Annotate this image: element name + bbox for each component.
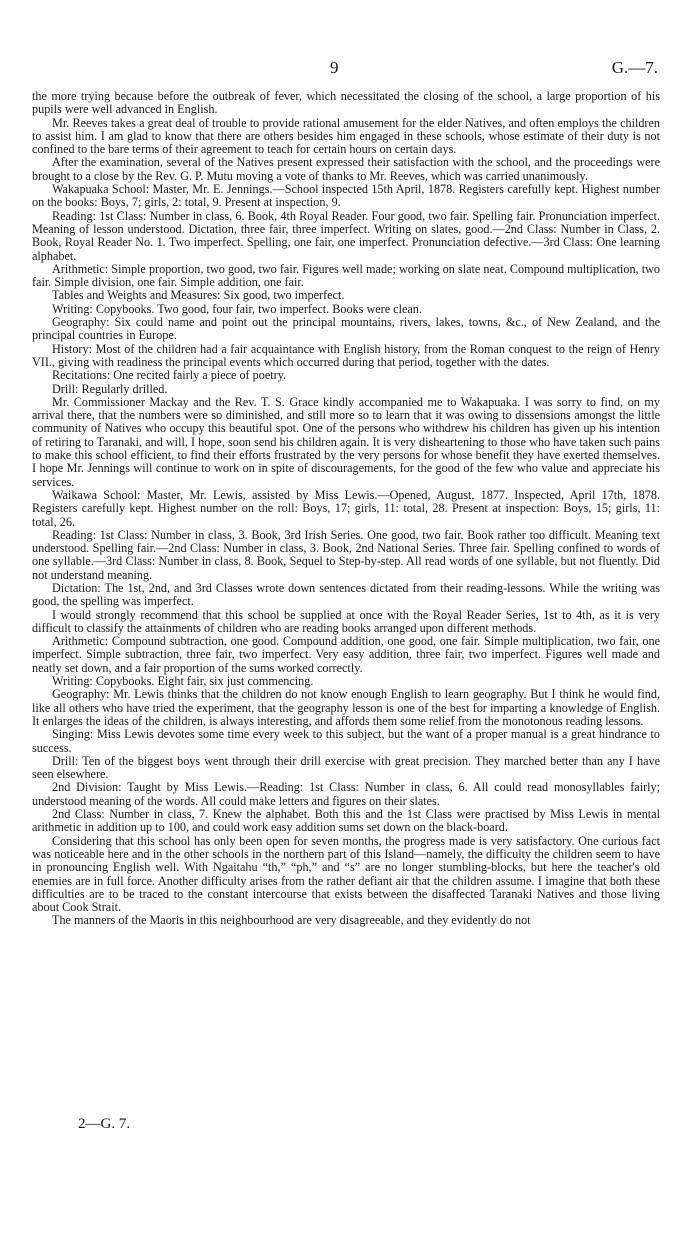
paragraph: After the examination, several of the Natives present expressed their satisfaction with the school, and the proceedings were brought to a close by the Rev. G. P. Mutu moving a vote of thanks to Mr. Reeves, which was carried unanimously. xyxy=(32,155,660,183)
paragraph: Reading: 1st Class: Number in class, 6. Book, 4th Royal Reader. Four good, two fair. Spelling fair. Pronunciation imperfect. Meaning of lesson understood. Dictation, three fair, three imperfect. Writing on slates, good.—2nd Class: Number in Class, 2. Book, Royal Reader No. 1. Two imperfect. Spelling, one fair, one imperfect. Pronunciation defective.—3rd Class: One learning alphabet. xyxy=(32,208,660,263)
paragraph: Geography: Mr. Lewis thinks that the children do not know enough English to learn geography. But I think he would find, like all others who have tried the experiment, that the geography lesson is one of the best for imparting a knowledge of English. It enlarges the ideas of the children, is always interesting, and affords them some relief from the monotonous reading lessons. xyxy=(32,687,660,728)
paragraph: Reading: 1st Class: Number in class, 3. Book, 3rd Irish Series. One good, two fair. Book rather too difficult. Meaning text understood. Spelling fair.—2nd Class: Number in class, 3. Book, 2nd National Series. Three fair. Spelling confined to words of one syllable.—3rd Class: Number in class, 8. Book, Sequel to Step-by-step. All read words of one syllable, but not fluently. Did not understand meaning. xyxy=(32,527,660,582)
page-number: 9 xyxy=(330,58,339,77)
paragraph: Arithmetic: Compound subtraction, one good. Compound addition, one good, one fair. Simple multiplication, two fair, one imperfect. Simple subtraction, three fair, two imperfect. Very easy addition, three fair, two imperfect. Figures well made and neatly set down, and a fair proportion of the sums worked correctly. xyxy=(32,634,660,675)
paragraph: Arithmetic: Simple proportion, two good, two fair. Figures well made; working on slate neat. Compound multiplication, two fair. Simple division, one fair. Simple addition, one fair. xyxy=(32,261,660,290)
paragraph: Recitations: One recited fairly a piece of poetry. xyxy=(52,368,287,383)
paragraph: Mr. Commissioner Mackay and the Rev. T. S. Grace kindly accompanied me to Wakapuaka. I was sorry to find, on my arrival there, that the numbers were so diminished, and still more so to learn that it was owing to dissensions amongst the little community of Natives who occupy this beautiful spot. One of the persons who withdrew his children has given up his intention of retiring to Taranaki, and will, I hope, soon send his children again. It is very disheartening to those who have taken such pains to make this school efficient, to find their efforts frustrated by the very persons for whose benefit they have exerted themselves. I hope Mr. Jennings will continue to work on in spite of discouragements, for the good of the few who value and appreciate his services. xyxy=(32,394,660,489)
paragraph: 2nd Division: Taught by Miss Lewis.—Reading: 1st Class: Number in class, 6. All could read monosyllables fairly; understood meaning of the words. All could make letters and figures on their slates. xyxy=(32,780,660,808)
page-footer-signature: 2—G. 7. xyxy=(78,1116,131,1132)
paragraph: History: Most of the children had a fair acquaintance with English history, from the Roman conquest to the reign of Henry VII., giving with readiness the principal events which occurred during that period, together with the dates. xyxy=(32,341,660,369)
paragraph: Geography: Six could name and point out the principal mountains, rivers, lakes, towns, &c., of New Zealand, and the principal countries in Europe. xyxy=(32,315,660,343)
paragraph: Writing: Copybooks. Eight fair, six just commencing. xyxy=(52,674,314,689)
paragraph: Singing: Miss Lewis devotes some time every week to this subject, but the want of a proper manual is a great hindrance to success. xyxy=(32,727,660,755)
paragraph: Drill: Ten of the biggest boys went through their drill exercise with great precision. They marched better than any I have seen elsewhere. xyxy=(32,753,660,782)
paragraph: I would strongly recommend that this school be supplied at once with the Royal Reader Series, 1st to 4th, as it is very difficult to classify the attainments of children who are reading books arranged upon different methods. xyxy=(32,607,660,635)
paragraph: Tables and Weights and Measures: Six good, two imperfect. xyxy=(52,288,345,303)
paragraph: 2nd Class: Number in class, 7. Knew the alphabet. Both this and the 1st Class were practised by Miss Lewis in mental arithmetic in addition up to 100, and could work easy addition sums set down on the black-board. xyxy=(32,807,660,835)
page-header xyxy=(0,58,700,80)
paragraph: Mr. Reeves takes a great deal of trouble to provide rational amusement for the elder Natives, and often employs the children to assist him. I am glad to know that there are others besides him engaged in these schools, whose estimate of their duty is not confined to the bare terms of their agreement to teach for certain hours on certain days. xyxy=(32,115,660,157)
paragraph-waikawa-school: Waikawa School: Master, Mr. Lewis, assisted by Miss Lewis.—Opened, August, 1877. Inspected, April 17th, 1878. Registers carefully kept. Highest number on the roll: Boys, 17; girls, 11: total, 28. Present at inspection: Boys, 15; girls, 11: total, 26. xyxy=(32,487,660,529)
paragraph-wakapuaka-school: Wakapuaka School: Master, Mr. E. Jennings.—School inspected 15th April, 1878. Registers carefully kept. Highest number on the books: Boys, 7; girls, 2: total, 9. Present at inspection, 9. xyxy=(32,182,660,210)
document-reference: G.—7. xyxy=(611,58,658,77)
page-body xyxy=(32,90,660,928)
paragraph: The manners of the Maoris in this neighbourhood are very disagreeable, and they evidently do not xyxy=(52,913,531,928)
paragraph: Dictation: The 1st, 2nd, and 3rd Classes wrote down sentences dictated from their reading-lessons. While the writing was good, the spelling was imperfect. xyxy=(32,580,660,609)
paragraph: Considering that this school has only been open for seven months, the progress made is very satisfactory. One curious fact was noticeable here and in the other schools in the northern part of this Island—namely, the difficulty the children seem to have in pronouncing English well. With Ngaitahu “th,” “ph,” and “s” are no longer stumbling-blocks, but here the teacher's old enemies are in full force. Another difficulty arises from the rather defiant air that the children assume. I imagine that both these difficulties are to be traced to the constant intercourse that exists between the disaffected Taranaki Natives and those living about Cook Strait. xyxy=(32,833,660,915)
paragraph: the more trying because before the outbreak of fever, which necessitated the closing of the school, a large proportion of his pupils were well advanced in English. xyxy=(32,89,660,117)
paragraph: Drill: Regularly drilled. xyxy=(52,381,168,396)
paragraph: Writing: Copybooks. Two good, four fair, two imperfect. Books were clean. xyxy=(52,301,422,316)
